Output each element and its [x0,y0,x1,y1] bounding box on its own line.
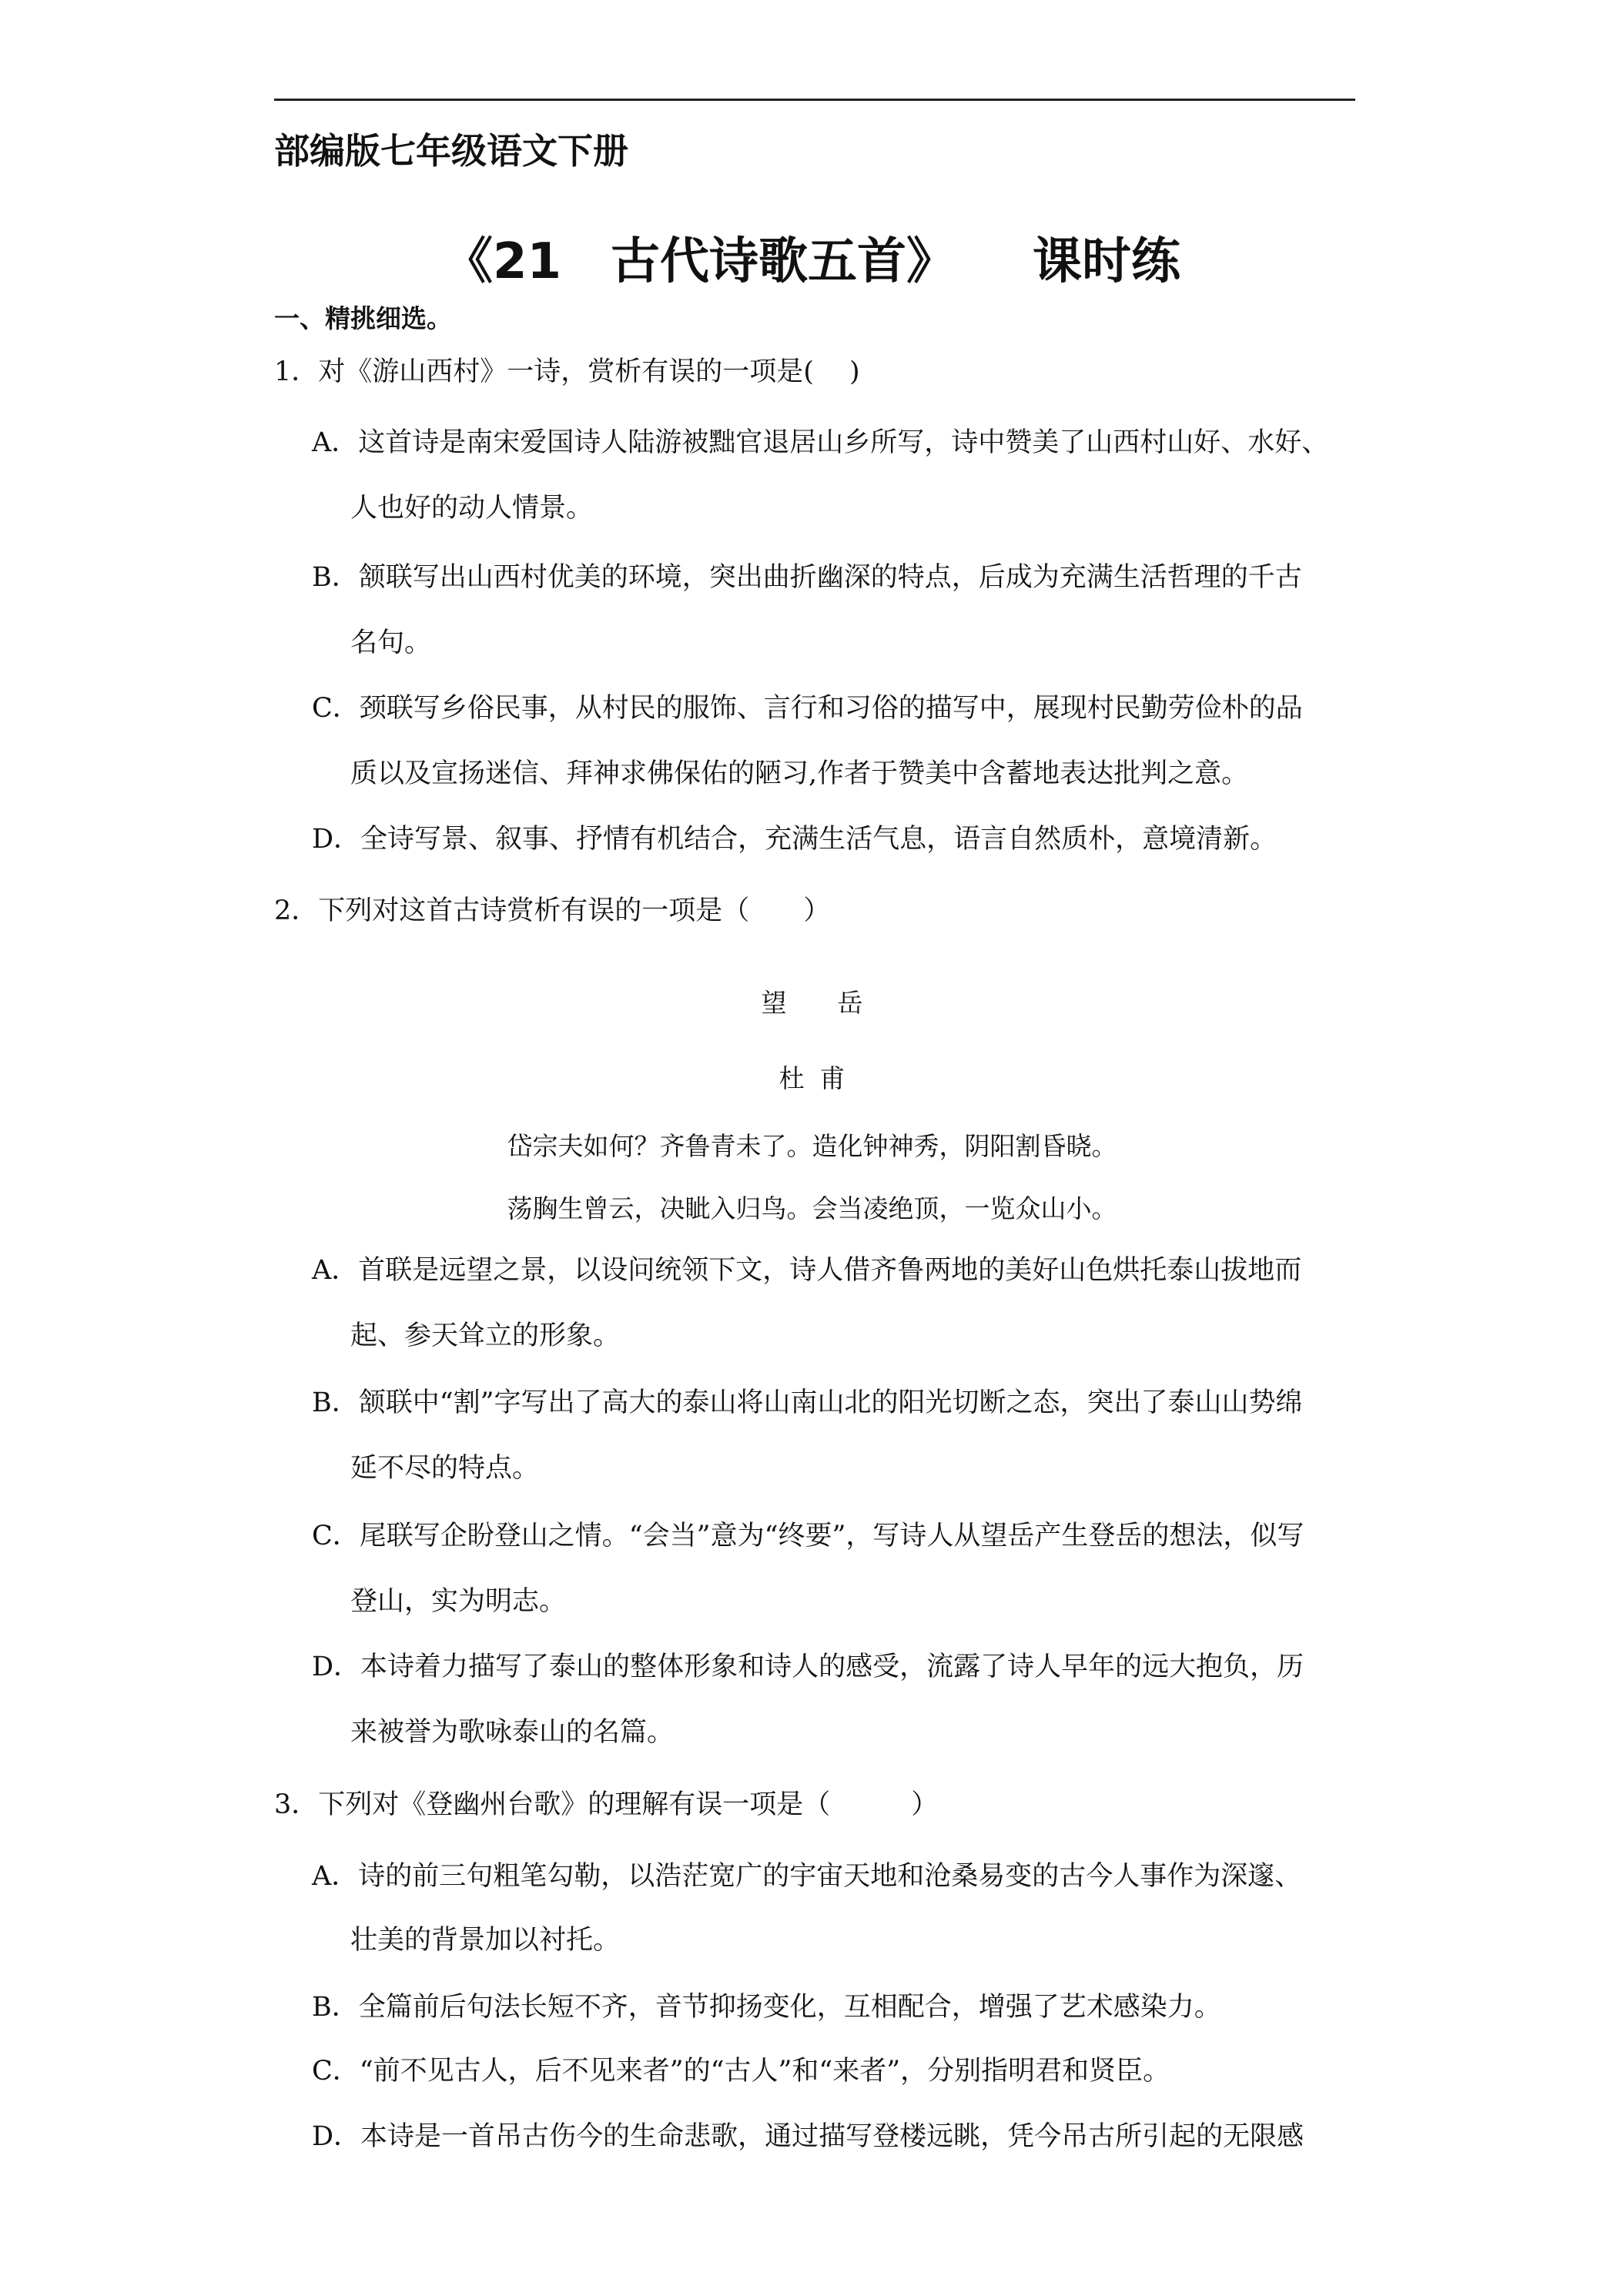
q3-option-a: A．诗的前三句粗笔勾勒，以浩茫宽广的宇宙天地和沧桑易变的古今人事作为深邃、 [312,1861,1302,1892]
q2-option-d-cont: 来被誉为歌咏泰山的名篇。 [350,1717,675,1748]
q3-option-d: D．本诗是一首吊古伤今的生命悲歌，通过描写登楼远眺，凭今吊古所引起的无限感 [312,2121,1304,2152]
section-title: 一、精挑细选。 [274,303,452,333]
q3-option-a-cont: 壮美的背景加以衬托。 [350,1925,621,1956]
poem-line-2: 荡胸生曾云，决眦入归鸟。会当凌绝顶，一览众山小。 [507,1193,1117,1223]
q1-option-b-cont: 名句。 [350,628,432,658]
q2-option-a: A．首联是远望之景，以设问统领下文，诗人借齐鲁两地的美好山色烘托泰山拔地而 [312,1255,1302,1286]
q1-option-a: A．这首诗是南宋爱国诗人陆游被黜官退居山乡所写，诗中赞美了山西村山好、水好、 [312,427,1329,458]
q1-option-c: C．颈联写乡俗民事，从村民的服饰、言行和习俗的描写中，展现村民勤劳俭朴的品 [312,693,1303,724]
q2-option-c-cont: 登山，实为明志。 [350,1586,567,1617]
poem-author: 杜 甫 [779,1063,845,1093]
lesson-title [0,222,1624,293]
q1-option-c-cont: 质以及宣扬迷信、拜神求佛保佑的陋习,作者于赞美中含蓄地表达批判之意。 [350,758,1249,789]
q2-option-d: D．本诗着力描写了泰山的整体形象和诗人的感受，流露了诗人早年的远大抱负，历 [312,1652,1304,1682]
question-1-stem: 1．对《游山西村》一诗，赏析有误的一项是( ) [274,356,860,387]
q1-option-a-cont: 人也好的动人情景。 [350,493,594,524]
q3-option-b: B．全篇前后句法长短不齐，音节抑扬变化，互相配合，增强了艺术感染力。 [312,1992,1221,2023]
lesson-title-suffix: 课时练 [1033,233,1181,290]
poem-line-1: 岱宗夫如何？齐鲁青未了。造化钟神秀，阴阳割昏晓。 [507,1131,1117,1161]
q1-option-b: B．颔联写出山西村优美的环境，突出曲折幽深的特点，后成为充满生活哲理的千古 [312,562,1302,593]
q2-option-a-cont: 起、参天耸立的形象。 [350,1320,621,1351]
question-3-stem: 3．下列对《登幽州台歌》的理解有误一项是（ ） [274,1789,939,1820]
poem-title: 望 岳 [761,988,863,1018]
header-rule [274,99,1355,101]
q3-option-c: C．“前不见古人，后不见来者”的“古人”和“来者”，分别指明君和贤臣。 [312,2056,1170,2087]
book-title: 部编版七年级语文下册 [274,130,628,172]
q2-option-b-cont: 延不尽的特点。 [350,1453,540,1484]
question-2-stem: 2．下列对这首古诗赏析有误的一项是（ ） [274,895,831,926]
q1-option-d: D．全诗写景、叙事、抒情有机结合，充满生活气息，语言自然质朴，意境清新。 [312,824,1277,855]
q2-option-c: C．尾联写企盼登山之情。“会当”意为“终要”，写诗人从望岳产生登岳的想法，似写 [312,1521,1304,1551]
q2-option-b: B．颔联中“割”字写出了高大的泰山将山南山北的阳光切断之态，突出了泰山山势绵 [312,1387,1303,1418]
lesson-title-main: 《21 古代诗歌五首》 [443,233,956,290]
